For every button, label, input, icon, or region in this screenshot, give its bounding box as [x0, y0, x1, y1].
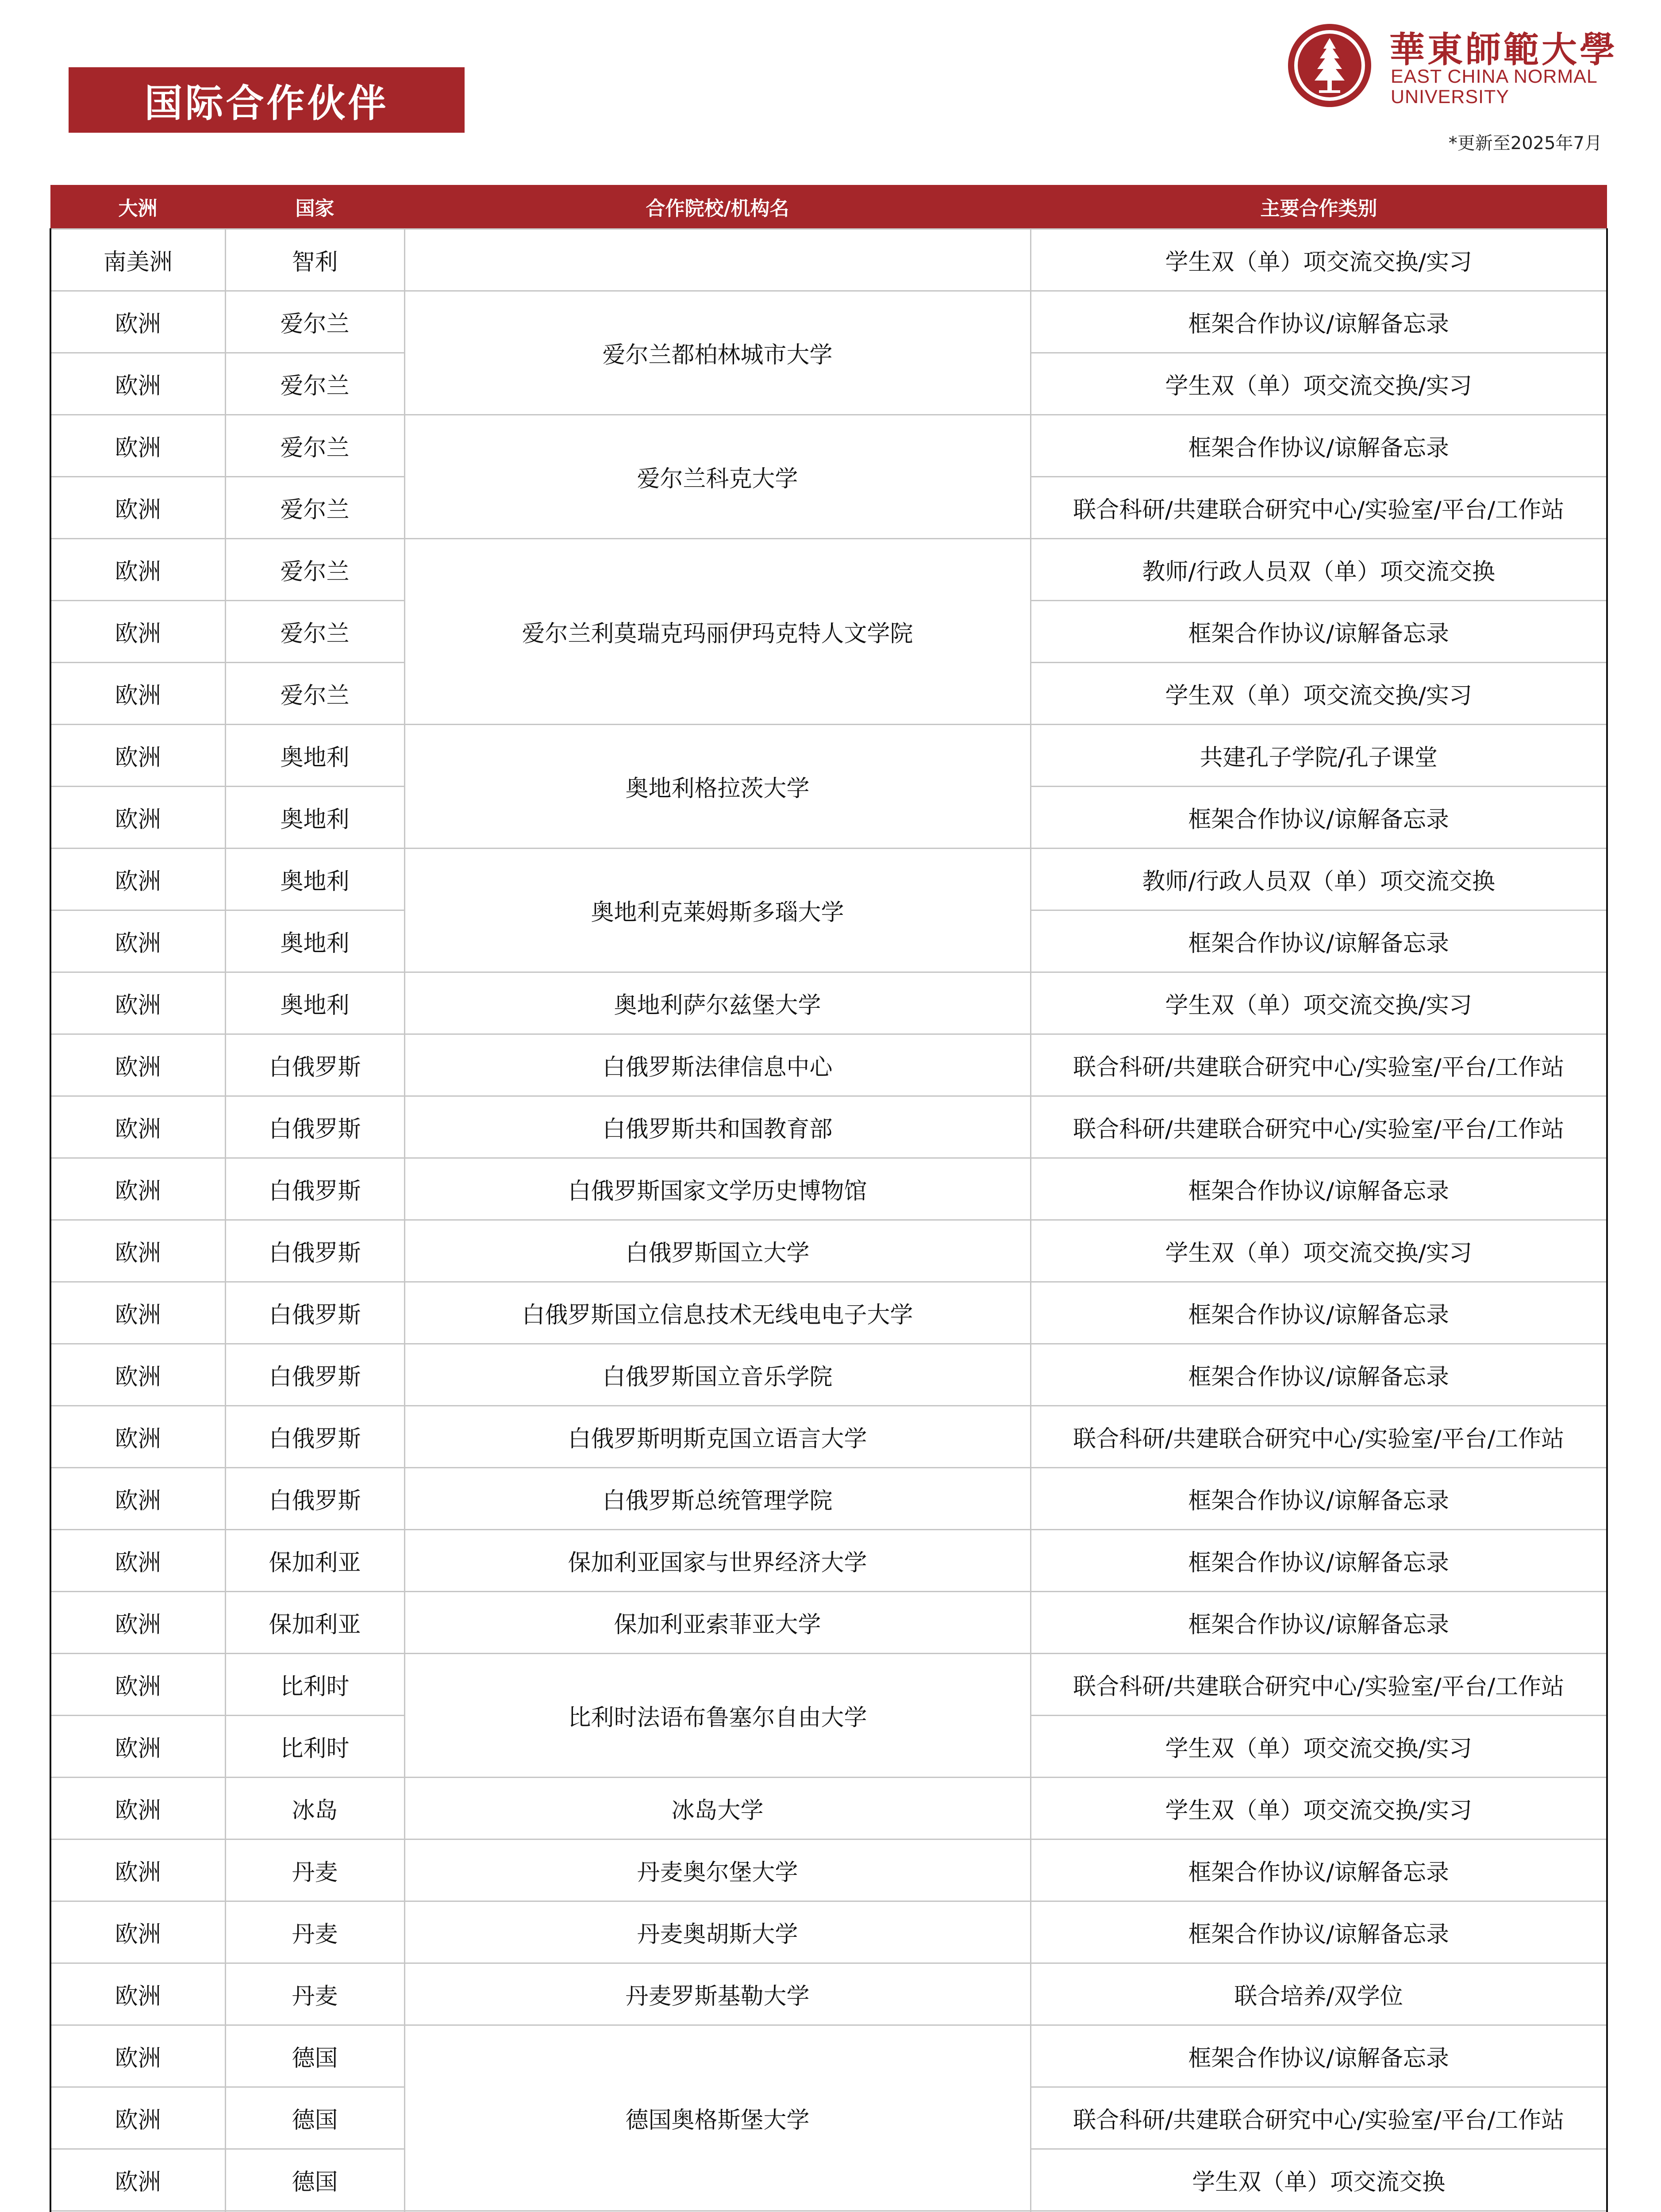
- cell-institution: 奥地利萨尔兹堡大学: [404, 972, 1030, 1034]
- table-row: [50, 1530, 1607, 1592]
- cell-institution: 冰岛大学: [404, 1778, 1030, 1839]
- cell-country: 比利时: [225, 1654, 404, 1716]
- cell-continent: 欧洲: [50, 910, 225, 972]
- cell-category: 教师/行政人员双（单）项交流交换: [1030, 849, 1607, 910]
- cell-country: 爱尔兰: [225, 601, 404, 663]
- cell-institution: 爱尔兰利莫瑞克玛丽伊玛克特人文学院: [404, 539, 1030, 725]
- cell-institution: 白俄罗斯法律信息中心: [404, 1034, 1030, 1096]
- cell-category: 框架合作协议/谅解备忘录: [1030, 1901, 1607, 1963]
- table-header-row: [50, 185, 1607, 229]
- cell-continent: 欧洲: [50, 787, 225, 849]
- cell-country: 德国: [225, 2025, 404, 2087]
- cell-institution: 保加利亚国家与世界经济大学: [404, 1530, 1030, 1592]
- cell-continent: 欧洲: [50, 2087, 225, 2149]
- cell-category: 框架合作协议/谅解备忘录: [1030, 1344, 1607, 1406]
- cell-institution: 白俄罗斯国立音乐学院: [404, 1344, 1030, 1406]
- cell-institution: 白俄罗斯国立大学: [404, 1220, 1030, 1282]
- table-row: [50, 1282, 1607, 1344]
- cell-country: 智利: [225, 229, 404, 291]
- cell-continent: 欧洲: [50, 2025, 225, 2087]
- university-seal-icon: [1285, 21, 1378, 110]
- cell-category: 教师/行政人员双（单）项交流交换: [1030, 539, 1607, 601]
- cell-country: 比利时: [225, 1716, 404, 1778]
- cell-category: 框架合作协议/谅解备忘录: [1030, 1158, 1607, 1220]
- column-header-continent: 大洲: [50, 185, 225, 229]
- cell-category: 框架合作协议/谅解备忘录: [1030, 1468, 1607, 1530]
- cell-country: 奥地利: [225, 787, 404, 849]
- cell-category: 联合科研/共建联合研究中心/实验室/平台/工作站: [1030, 477, 1607, 539]
- column-header-institution: 合作院校/机构名: [404, 185, 1030, 229]
- cell-country: 保加利亚: [225, 1530, 404, 1592]
- cell-category: 学生双（单）项交流交换/实习: [1030, 353, 1607, 415]
- cell-country: 爱尔兰: [225, 663, 404, 725]
- cell-category: 框架合作协议/谅解备忘录: [1030, 787, 1607, 849]
- cell-continent: 欧洲: [50, 2149, 225, 2211]
- cell-country: 保加利亚: [225, 1592, 404, 1654]
- cell-institution: [404, 229, 1030, 291]
- cell-continent: 欧洲: [50, 1158, 225, 1220]
- cell-continent: 欧洲: [50, 1282, 225, 1344]
- cell-category: 框架合作协议/谅解备忘录: [1030, 1530, 1607, 1592]
- logo-english-line1: EAST CHINA NORMAL: [1391, 66, 1598, 87]
- cell-continent: 欧洲: [50, 1406, 225, 1468]
- cell-continent: 欧洲: [50, 1034, 225, 1096]
- cell-country: 白俄罗斯: [225, 1282, 404, 1344]
- cell-continent: 欧洲: [50, 539, 225, 601]
- cell-category: 框架合作协议/谅解备忘录: [1030, 1839, 1607, 1901]
- table-row: [50, 1406, 1607, 1468]
- cell-continent: 欧洲: [50, 1592, 225, 1654]
- cell-institution: 保加利亚索菲亚大学: [404, 1592, 1030, 1654]
- cell-continent: 欧洲: [50, 1220, 225, 1282]
- table-row: [50, 1158, 1607, 1220]
- cell-continent: 欧洲: [50, 972, 225, 1034]
- cell-country: 德国: [225, 2087, 404, 2149]
- cell-country: 爱尔兰: [225, 353, 404, 415]
- table-row: [50, 1839, 1607, 1901]
- table-row: [50, 1654, 1607, 1716]
- cell-category: 框架合作协议/谅解备忘录: [1030, 2025, 1607, 2087]
- cell-category: 联合科研/共建联合研究中心/实验室/平台/工作站: [1030, 1654, 1607, 1716]
- cell-category: 框架合作协议/谅解备忘录: [1030, 601, 1607, 663]
- cell-institution: 奥地利克莱姆斯多瑙大学: [404, 849, 1030, 972]
- table-row: [50, 1344, 1607, 1406]
- table-row: [50, 229, 1607, 291]
- cell-category: 框架合作协议/谅解备忘录: [1030, 1592, 1607, 1654]
- cell-institution: 白俄罗斯共和国教育部: [404, 1096, 1030, 1158]
- cell-institution: 奥地利格拉茨大学: [404, 725, 1030, 849]
- cell-country: 奥地利: [225, 849, 404, 910]
- cell-country: 白俄罗斯: [225, 1096, 404, 1158]
- cell-continent: 欧洲: [50, 663, 225, 725]
- cell-country: 爱尔兰: [225, 477, 404, 539]
- cell-continent: 欧洲: [50, 1901, 225, 1963]
- cell-continent: 欧洲: [50, 849, 225, 910]
- cell-country: 德国: [225, 2149, 404, 2211]
- cell-country: 奥地利: [225, 725, 404, 787]
- table-row: [50, 1468, 1607, 1530]
- cell-category: 学生双（单）项交流交换/实习: [1030, 1778, 1607, 1839]
- column-header-country: 国家: [225, 185, 404, 229]
- university-logo: [1285, 21, 1618, 110]
- table-row: [50, 291, 1607, 353]
- table-row: [50, 849, 1607, 910]
- cell-country: 爱尔兰: [225, 415, 404, 477]
- cell-continent: 欧洲: [50, 1778, 225, 1839]
- table-row: [50, 1220, 1607, 1282]
- cell-country: 白俄罗斯: [225, 1158, 404, 1220]
- cell-institution: 爱尔兰都柏林城市大学: [404, 291, 1030, 415]
- cell-continent: 欧洲: [50, 1839, 225, 1901]
- cell-category: 学生双（单）项交流交换/实习: [1030, 663, 1607, 725]
- cell-category: 框架合作协议/谅解备忘录: [1030, 291, 1607, 353]
- cell-institution: 丹麦罗斯基勒大学: [404, 1963, 1030, 2025]
- cell-country: 白俄罗斯: [225, 1468, 404, 1530]
- table-row: [50, 1901, 1607, 1963]
- table-row: [50, 1963, 1607, 2025]
- cell-continent: 欧洲: [50, 1654, 225, 1716]
- update-note: *更新至2025年7月: [1448, 133, 1602, 154]
- table-body: [50, 229, 1607, 2212]
- cell-country: 白俄罗斯: [225, 1406, 404, 1468]
- cell-continent: 欧洲: [50, 415, 225, 477]
- cell-institution: 比利时法语布鲁塞尔自由大学: [404, 1654, 1030, 1778]
- cell-country: 丹麦: [225, 1901, 404, 1963]
- table-row: [50, 2025, 1607, 2087]
- cell-category: 框架合作协议/谅解备忘录: [1030, 415, 1607, 477]
- cell-continent: 欧洲: [50, 601, 225, 663]
- partners-table: [50, 185, 1608, 2212]
- column-header-category: 主要合作类别: [1030, 185, 1607, 229]
- cell-country: 丹麦: [225, 1839, 404, 1901]
- table-row: [50, 1592, 1607, 1654]
- cell-continent: 欧洲: [50, 725, 225, 787]
- cell-institution: 丹麦奥尔堡大学: [404, 1839, 1030, 1901]
- table-row: [50, 415, 1607, 477]
- cell-continent: 欧洲: [50, 1530, 225, 1592]
- cell-country: 爱尔兰: [225, 539, 404, 601]
- cell-continent: 欧洲: [50, 1344, 225, 1406]
- cell-continent: 欧洲: [50, 1096, 225, 1158]
- cell-institution: 爱尔兰科克大学: [404, 415, 1030, 539]
- cell-country: 奥地利: [225, 910, 404, 972]
- page-title: 国际合作伙伴: [69, 67, 465, 133]
- logo-chinese-name: 華東師範大學: [1389, 29, 1618, 70]
- cell-continent: 南美洲: [50, 229, 225, 291]
- cell-continent: 欧洲: [50, 477, 225, 539]
- cell-country: 冰岛: [225, 1778, 404, 1839]
- cell-continent: 欧洲: [50, 353, 225, 415]
- cell-country: 白俄罗斯: [225, 1344, 404, 1406]
- cell-country: 白俄罗斯: [225, 1034, 404, 1096]
- table-row: [50, 1096, 1607, 1158]
- logo-english-line2: UNIVERSITY: [1391, 86, 1510, 108]
- table-row: [50, 1034, 1607, 1096]
- cell-continent: 欧洲: [50, 1963, 225, 2025]
- cell-category: 学生双（单）项交流交换: [1030, 2149, 1607, 2211]
- logo-english-name: [1391, 66, 1598, 107]
- cell-institution: 丹麦奥胡斯大学: [404, 1901, 1030, 1963]
- cell-category: 联合科研/共建联合研究中心/实验室/平台/工作站: [1030, 2087, 1607, 2149]
- cell-continent: 欧洲: [50, 1468, 225, 1530]
- cell-category: 联合科研/共建联合研究中心/实验室/平台/工作站: [1030, 1406, 1607, 1468]
- cell-institution: 白俄罗斯明斯克国立语言大学: [404, 1406, 1030, 1468]
- cell-institution: 白俄罗斯总统管理学院: [404, 1468, 1030, 1530]
- cell-category: 学生双（单）项交流交换/实习: [1030, 972, 1607, 1034]
- table-row: [50, 972, 1607, 1034]
- cell-category: 框架合作协议/谅解备忘录: [1030, 910, 1607, 972]
- cell-institution: 德国奥格斯堡大学: [404, 2025, 1030, 2211]
- cell-country: 白俄罗斯: [225, 1220, 404, 1282]
- cell-category: 学生双（单）项交流交换/实习: [1030, 229, 1607, 291]
- cell-country: 丹麦: [225, 1963, 404, 2025]
- cell-category: 共建孔子学院/孔子课堂: [1030, 725, 1607, 787]
- cell-country: 爱尔兰: [225, 291, 404, 353]
- cell-institution: 白俄罗斯国家文学历史博物馆: [404, 1158, 1030, 1220]
- cell-continent: 欧洲: [50, 1716, 225, 1778]
- cell-category: 框架合作协议/谅解备忘录: [1030, 1282, 1607, 1344]
- cell-country: 奥地利: [225, 972, 404, 1034]
- cell-category: 学生双（单）项交流交换/实习: [1030, 1716, 1607, 1778]
- table-row: [50, 1778, 1607, 1839]
- table-row: [50, 725, 1607, 787]
- cell-institution: 白俄罗斯国立信息技术无线电电子大学: [404, 1282, 1030, 1344]
- cell-continent: 欧洲: [50, 291, 225, 353]
- table-row: [50, 539, 1607, 601]
- cell-category: 联合科研/共建联合研究中心/实验室/平台/工作站: [1030, 1096, 1607, 1158]
- cell-category: 联合科研/共建联合研究中心/实验室/平台/工作站: [1030, 1034, 1607, 1096]
- cell-category: 学生双（单）项交流交换/实习: [1030, 1220, 1607, 1282]
- cell-category: 联合培养/双学位: [1030, 1963, 1607, 2025]
